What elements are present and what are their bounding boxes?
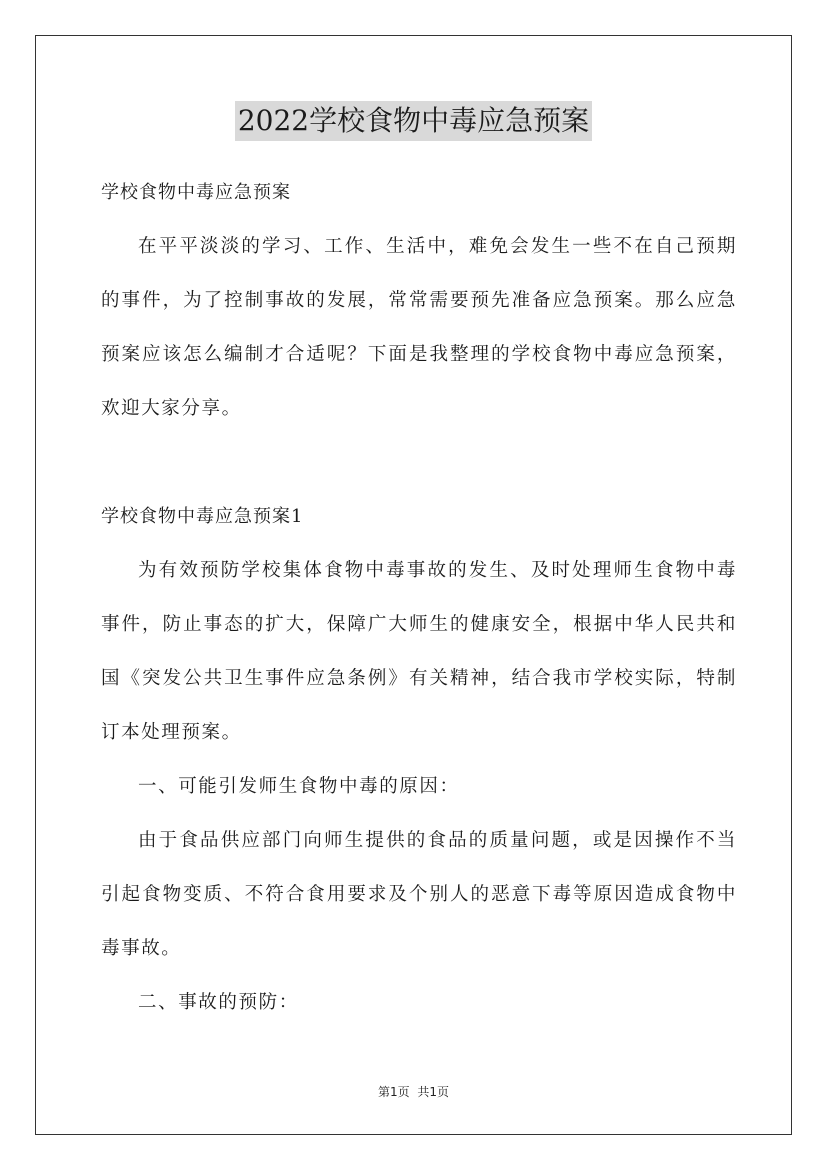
page-footer [0,1083,827,1100]
document-title-text: 2022学校食物中毒应急预案 [235,101,592,141]
document-title [0,100,827,141]
intro-heading: 学校食物中毒应急预案 [101,182,291,203]
section1-paragraph: 为有效预防学校集体食物中毒事故的发生、及时处理师生食物中毒事件，防止事态的扩大，保障广大师生的健康安全，根据中华人民共和国《突发公共卫生事件应急条例》有关精神，结合我市学校实际，特制订本处理预案。 [101,560,737,743]
intro-paragraph: 在平平淡淡的学习、工作、生活中，难免会发生一些不在自己预期的事件，为了控制事故的发展，常常需要预先准备应急预案。那么应急预案应该怎么编制才合适呢？下面是我整理的学校食物中毒应急预案，欢迎大家分享。 [101,236,737,419]
document-body [101,166,737,1030]
page-total: 共1页 [417,1085,450,1099]
section1-heading: 学校食物中毒应急预案1 [101,506,304,527]
item1-paragraph: 由于食品供应部门向师生提供的食品的质量问题，或是因操作不当引起食物变质、不符合食用要求及个别人的恶意下毒等原因造成食物中毒事故。 [101,830,737,959]
item2-heading: 二、事故的预防： [138,992,299,1013]
item1-heading: 一、可能引发师生食物中毒的原因： [138,776,460,797]
page-number: 第1页 [377,1085,410,1099]
blank-line [101,436,737,490]
